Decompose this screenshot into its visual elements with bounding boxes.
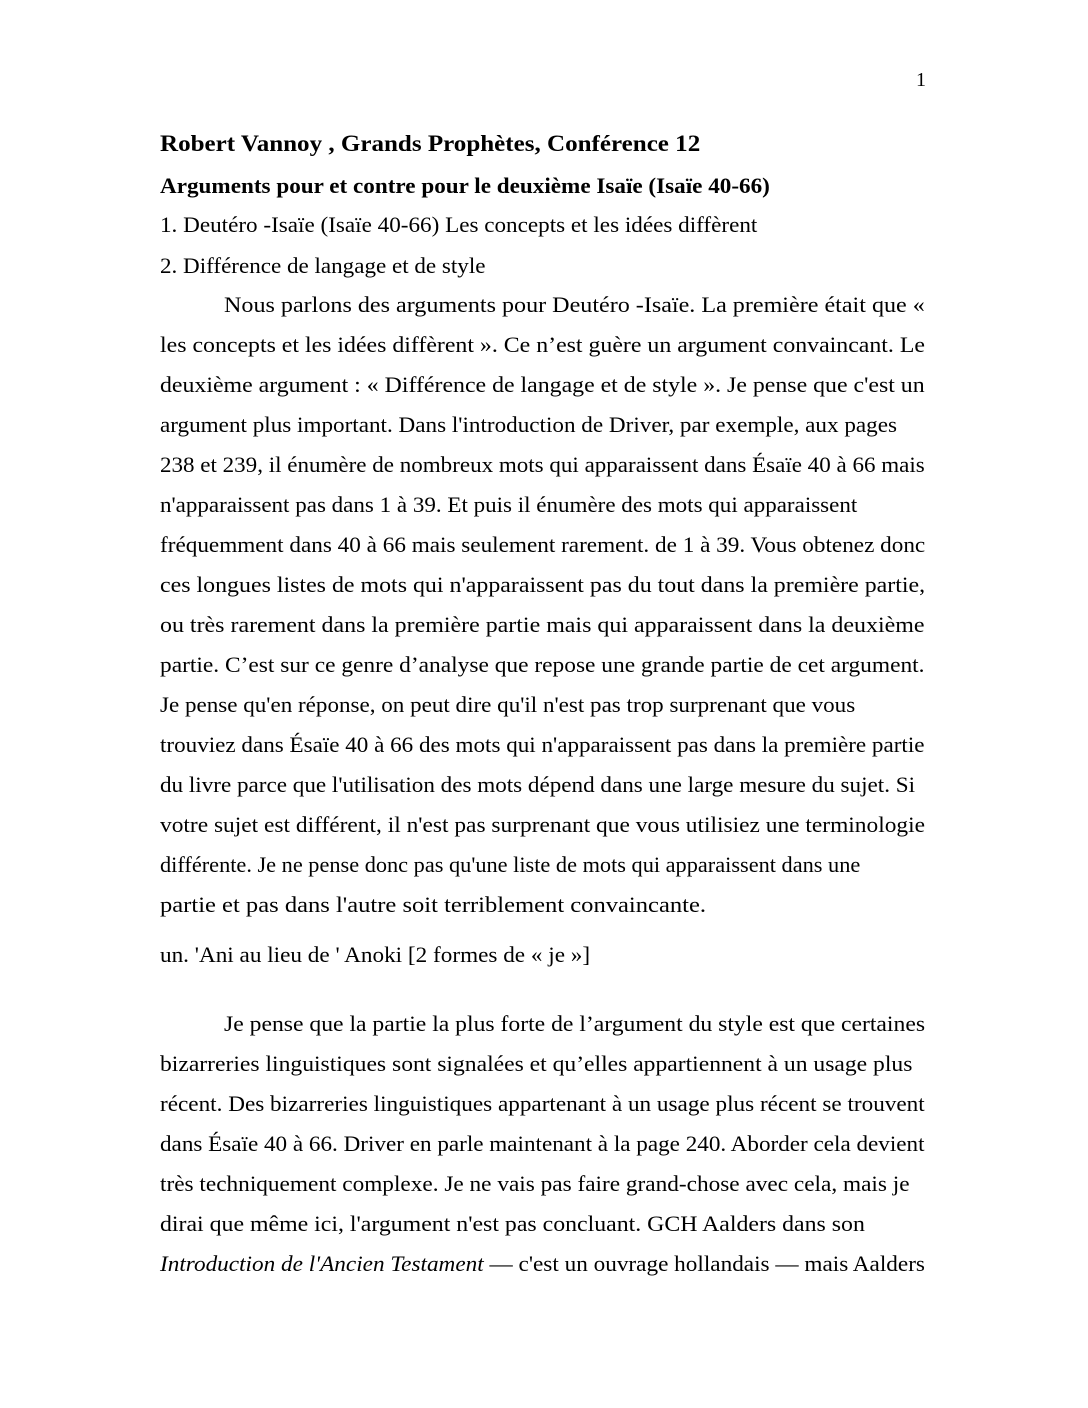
- paragraph-line: du livre parce que l'utilisation des mots dépend dans une large mesure du sujet. Si: [160, 772, 916, 797]
- book-title: Introduction de l'Ancien Testament: [160, 1251, 484, 1276]
- list-item: 1. Deutéro -Isaïe (Isaïe 40-66) Les concepts et les idées diffèrent: [160, 212, 758, 237]
- paragraph-line: Je pense qu'en réponse, on peut dire qu'il n'est pas trop surprenant que vous: [160, 692, 856, 717]
- paragraph-line: fréquemment dans 40 à 66 mais seulement rarement. de 1 à 39. Vous obtenez donc: [160, 532, 926, 557]
- section-heading: Arguments pour et contre pour le deuxième Isaïe (Isaïe 40-66): [160, 173, 770, 198]
- paragraph-line: votre sujet est différent, il n'est pas surprenant que vous utilisiez une terminologie: [160, 812, 925, 837]
- document-title: Robert Vannoy , Grands Prophètes, Conférence 12: [160, 131, 701, 156]
- paragraph-line: trouviez dans Ésaïe 40 à 66 des mots qui n'apparaissent pas dans la première partie: [160, 732, 925, 757]
- list-item: 2. Différence de langage et de style: [160, 253, 486, 278]
- paragraph-line: 238 et 239, il énumère de nombreux mots qui apparaissent dans Ésaïe 40 à 66 mais: [160, 452, 925, 477]
- paragraph-line: argument plus important. Dans l'introduction de Driver, par exemple, aux pages: [160, 412, 897, 437]
- paragraph-line: Je pense que la partie la plus forte de l’argument du style est que certaines: [224, 1011, 926, 1036]
- paragraph-line: partie et pas dans l'autre soit terriblement convaincante.: [160, 892, 706, 917]
- paragraph-line: dans Ésaïe 40 à 66. Driver en parle maintenant à la page 240. Aborder cela devient: [160, 1131, 925, 1156]
- paragraph-line: ces longues listes de mots qui n'apparaissent pas du tout dans la première partie,: [160, 572, 926, 597]
- paragraph-line: ou très rarement dans la première partie mais qui apparaissent dans la deuxième: [160, 612, 925, 637]
- paragraph-line: n'apparaissent pas dans 1 à 39. Et puis il énumère des mots qui apparaissent: [160, 492, 858, 517]
- subheading: un. 'Ani au lieu de ' Anoki [2 formes de « je »]: [160, 942, 591, 967]
- paragraph-line: deuxième argument : « Différence de langage et de style ». Je pense que c'est un: [160, 372, 925, 397]
- paragraph-line: les concepts et les idées diffèrent ». Ce n’est guère un argument convaincant. Le: [160, 332, 925, 357]
- line-text: — c'est un ouvrage hollandais — mais Aalders: [483, 1251, 925, 1276]
- paragraph-line: dirai que même ici, l'argument n'est pas concluant. GCH Aalders dans son: [160, 1211, 865, 1236]
- paragraph-line: récent. Des bizarreries linguistiques appartenant à un usage plus récent se trouvent: [160, 1091, 925, 1116]
- paragraph-line: bizarreries linguistiques sont signalées et qu’elles appartiennent à un usage plus: [160, 1051, 913, 1076]
- paragraph-line: différente. Je ne pense donc pas qu'une liste de mots qui apparaissent dans une: [160, 852, 861, 877]
- paragraph-line: partie. C’est sur ce genre d’analyse que repose une grande partie de cet argument.: [160, 652, 925, 677]
- paragraph-line: très techniquement complexe. Je ne vais pas faire grand-chose avec cela, mais je: [160, 1171, 910, 1196]
- paragraph-line: Nous parlons des arguments pour Deutéro -Isaïe. La première était que «: [224, 292, 925, 317]
- paragraph-line: [160, 1250, 925, 1278]
- page-number: 1: [916, 69, 926, 91]
